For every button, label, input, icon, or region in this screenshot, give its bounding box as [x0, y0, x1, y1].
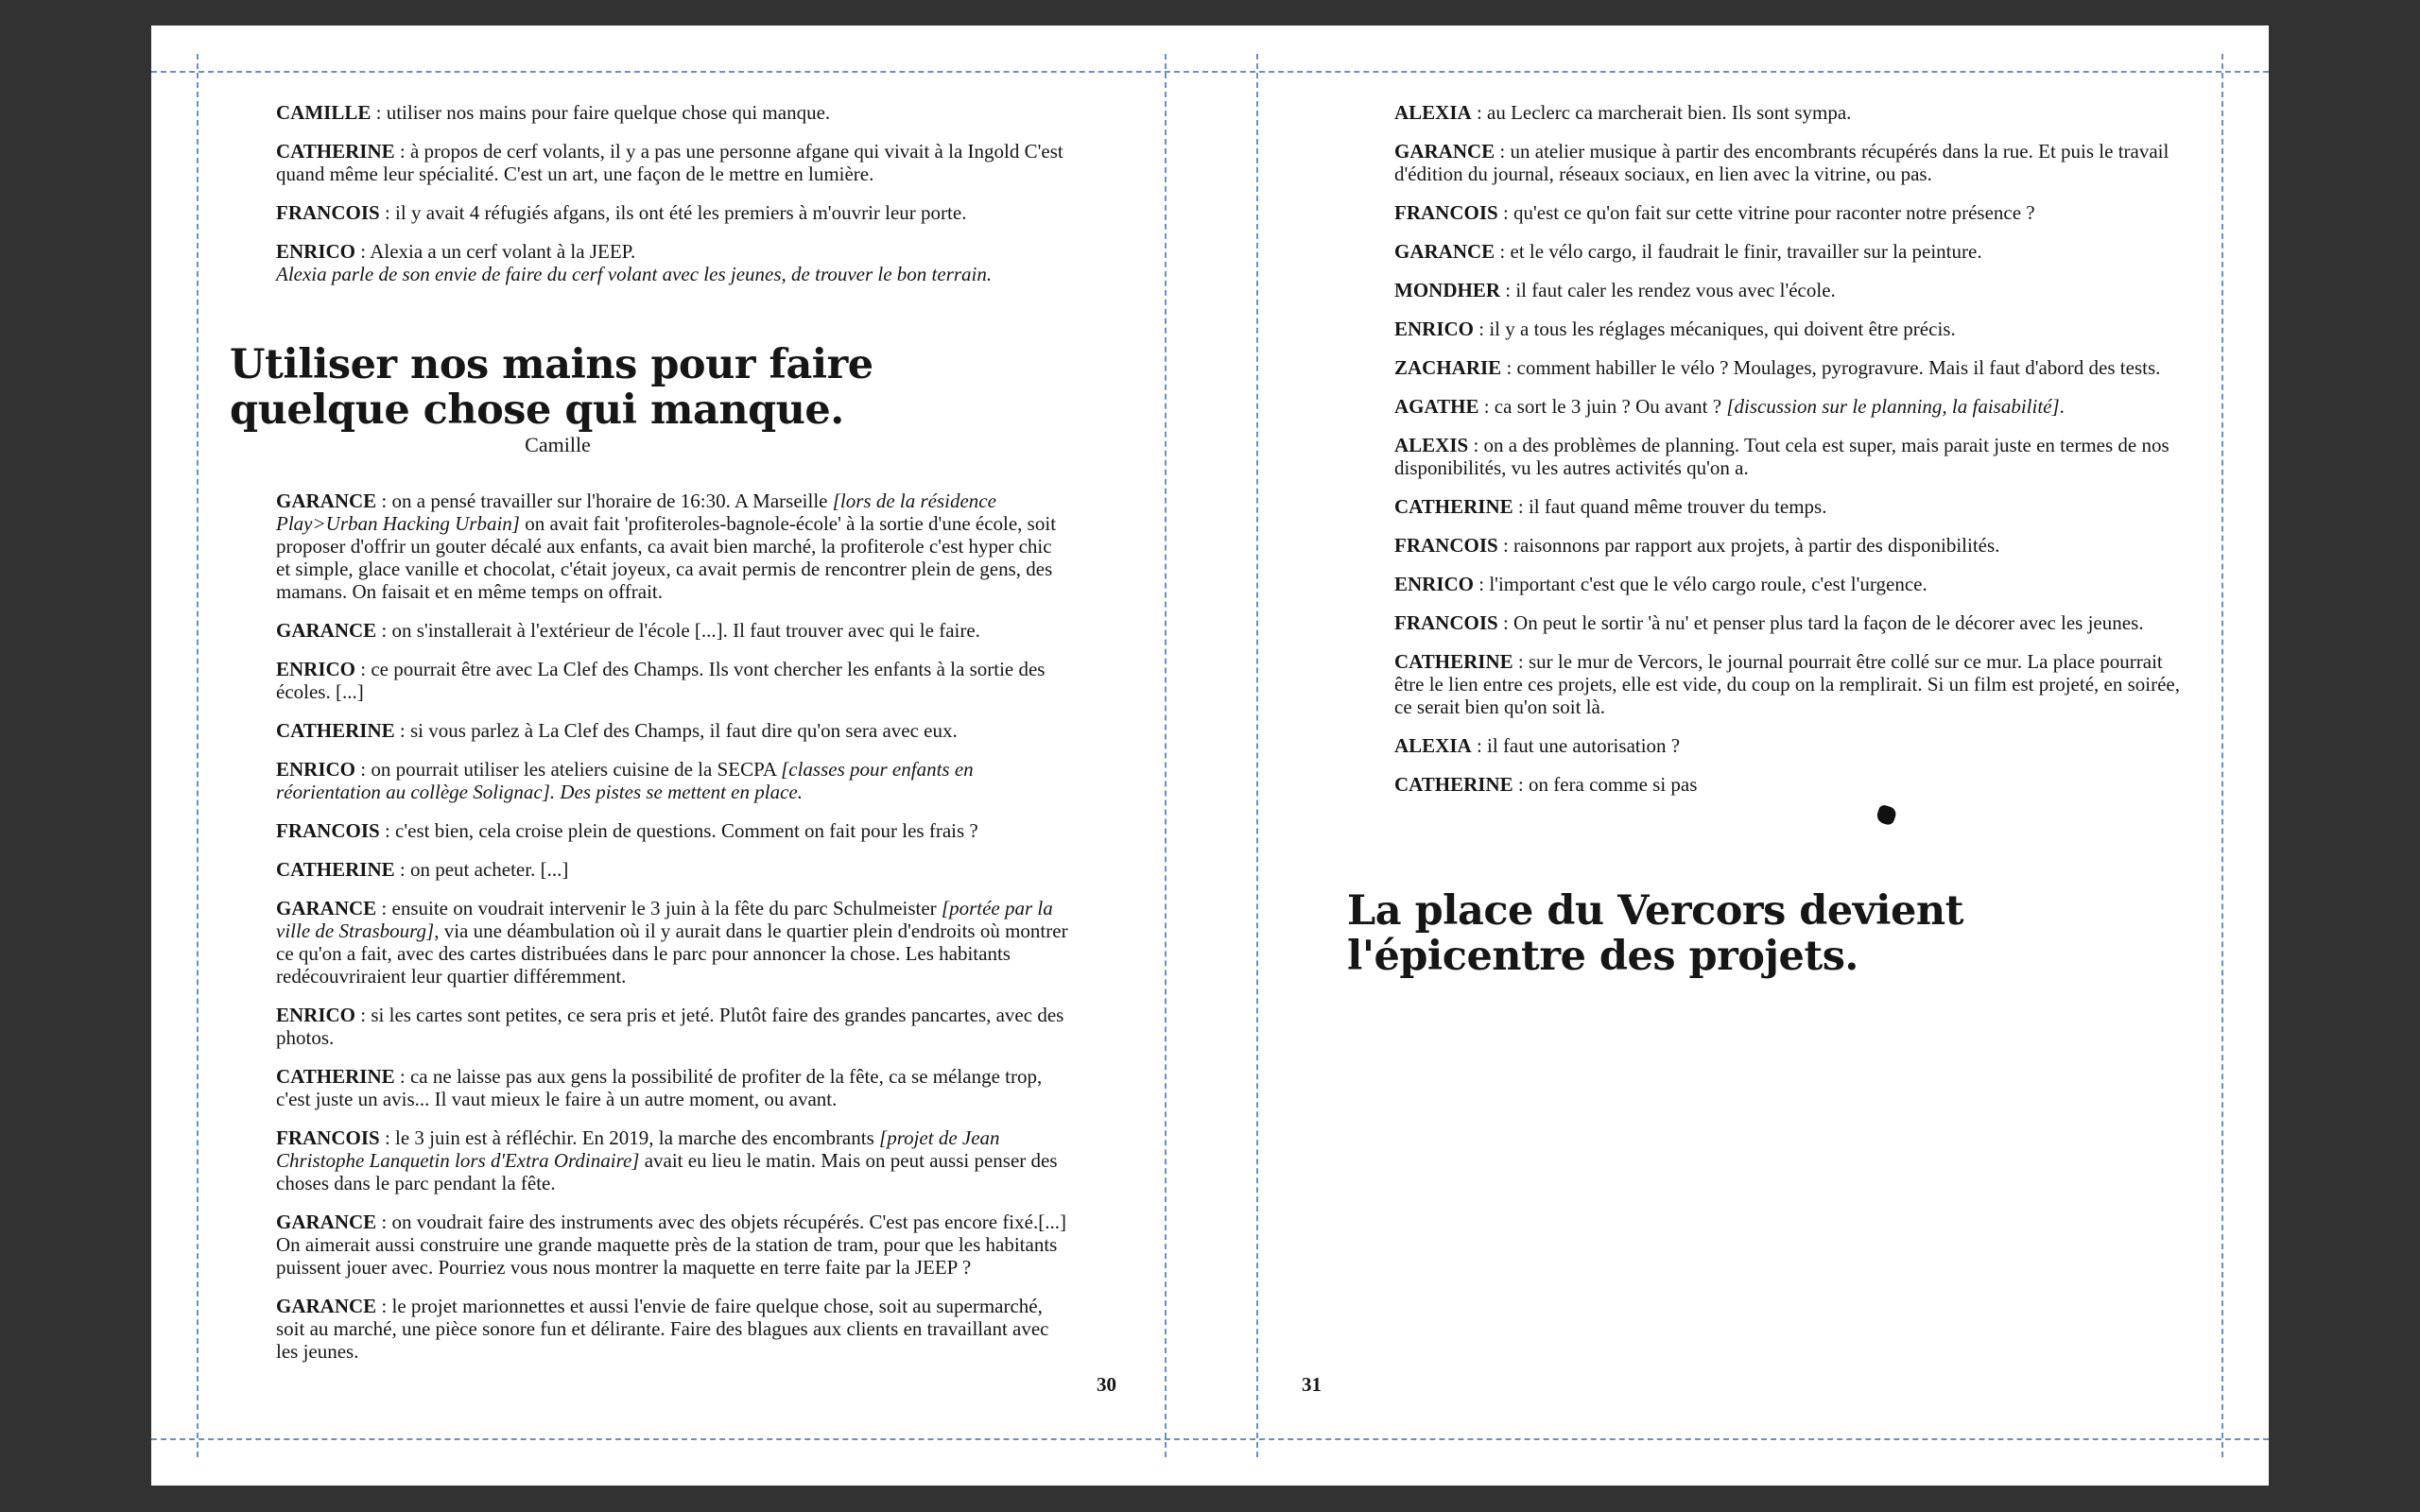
speech-text: : ca ne laisse pas aux gens la possibilité de profiter de la fête, ca se mélange trop, c'est juste un avis... Il vaut mieux le faire à un autre moment, ou avant.: [276, 1065, 1043, 1110]
speech-text: : il faut quand même trouver du temps.: [1512, 495, 1827, 518]
dialogue-entry: [1394, 650, 2188, 718]
speech-text: : il faut caler les rendez vous avec l'école.: [1500, 279, 1836, 301]
dialogue-entry: [1394, 240, 2188, 263]
page-number-left: 30: [1097, 1373, 1116, 1396]
speech-text: : c'est bien, cela croise plein de questions. Comment on fait pour les frais ?: [379, 819, 978, 842]
left-intro-dialogue: [276, 101, 1221, 285]
speech-text: : si les cartes sont petites, ce sera pris et jeté. Plutôt faire des grandes pancartes, avec des photos.: [276, 1004, 1064, 1049]
speaker-name: ENRICO: [276, 758, 356, 781]
speaker-name: GARANCE: [276, 1295, 377, 1317]
speech-text: : sur le mur de Vercors, le journal pourrait être collé sur ce mur. La place pourrait être le lien entre ces projets, elle est vide, du coup on la remplirait. Si un film est projeté, en soirée, ce serait bien qu'on soit là.: [1394, 650, 2180, 718]
speech-text: : à propos de cerf volants, il y a pas une personne afgane qui vivait à la Ingold C'est quand même leur spécialité. C'est un art, une façon de le mettre en lumière.: [276, 140, 1063, 185]
speech-text: : utiliser nos mains pour faire quelque chose qui manque.: [371, 101, 831, 124]
right-title-line2: l'épicentre des projets.: [1347, 933, 1858, 980]
right-page: [1260, 26, 2269, 1486]
speech-text: : et le vélo cargo, il faudrait le finir, travailler sur la peinture.: [1495, 240, 1982, 263]
speech-text: : qu'est ce qu'on fait sur cette vitrine pour raconter notre présence ?: [1497, 201, 2035, 224]
dialogue-entry: [1394, 573, 2188, 595]
speaker-name: FRANCOIS: [276, 819, 380, 842]
speech-text: : ensuite on voudrait intervenir le 3 juin à la fête du parc Schulmeister: [376, 897, 942, 919]
speech-text: : on peut acheter. [...]: [394, 858, 569, 881]
speech-text: : le 3 juin est à réfléchir. En 2019, la marche des encombrants: [379, 1126, 880, 1149]
left-page-title: [230, 342, 873, 433]
guide-right-inner: [1256, 54, 1258, 1457]
speaker-name: ALEXIS: [1394, 434, 1469, 456]
speech-text: : si vous parlez à La Clef des Champs, il faut dire qu'on sera avec eux.: [394, 719, 958, 742]
stage-note: [projet de Jean Christophe Lanquetin lors d'Extra Ordinaire]: [276, 1126, 1000, 1172]
speaker-name: ENRICO: [1394, 318, 1475, 340]
speaker-name: ALEXIA: [1394, 101, 1472, 124]
page-number-right: 31: [1302, 1373, 1322, 1396]
left-title-line1: Utiliser nos mains pour faire: [230, 341, 873, 388]
speech-text: : on a pensé travailler sur l'horaire de 16:30. A Marseille: [376, 490, 833, 512]
speaker-name: CATHERINE: [276, 719, 395, 742]
dialogue-entry: [276, 758, 1070, 803]
dialogue-entry: [276, 1004, 1070, 1049]
speaker-name: CATHERINE: [1394, 773, 1513, 796]
speech-text-continued: on avait fait 'profiteroles-bagnole-école' à la sortie d'une école, soit proposer d'offrir un gouter décalé aux enfants, ca avait bien marché, la profiterole c'est hyper chic et simple, glace vanille et chocolat, c'était joyeux, ca avait permis de rencontrer plein de gens, des mamans. On faisait et en même temps on offrait.: [276, 512, 1057, 603]
dialogue-entry: [276, 819, 1070, 842]
speech-text: : au Leclerc ca marcherait bien. Ils sont sympa.: [1471, 101, 1852, 124]
stage-note: [discussion sur le planning, la faisabilité]: [1726, 395, 2060, 418]
stage-note: [lors de la résidence Play>Urban Hacking Urbain]: [276, 490, 996, 535]
speech-text: : un atelier musique à partir des encombrants récupérés dans la rue. Et puis le travail d'édition du journal, réseaux sociaux, en lien avec la vitrine, ou pas.: [1394, 140, 2169, 185]
speech-text: : il faut une autorisation ?: [1471, 734, 1681, 757]
speaker-name: ENRICO: [276, 240, 356, 263]
dialogue-entry: [1394, 773, 2188, 796]
dialogue-entry: [276, 858, 1070, 881]
speaker-name: ENRICO: [1394, 573, 1475, 595]
stage-note: Alexia parle de son envie de faire du cerf volant avec les jeunes, de trouver le bon terrain.: [276, 263, 993, 285]
speaker-name: CATHERINE: [276, 1065, 395, 1088]
speaker-name: GARANCE: [1394, 240, 1495, 263]
right-main-dialogue: [1394, 101, 2188, 796]
speech-text: : ca sort le 3 juin ? Ou avant ?: [1478, 395, 1727, 418]
left-main-dialogue: [276, 490, 1070, 1363]
speaker-name: FRANCOIS: [276, 1126, 380, 1149]
dialogue-entry: [1394, 101, 2188, 124]
dialogue-entry: [1394, 434, 2188, 479]
stage-note: [classes pour enfants en réorientation au collège Solignac]. Des pistes se mettent en place.: [276, 758, 974, 803]
speech-text: : Alexia a un cerf volant à la JEEP.: [355, 240, 636, 263]
speaker-name: GARANCE: [1394, 140, 1495, 163]
speech-text: : comment habiller le vélo ? Moulages, pyrogravure. Mais il faut d'abord des tests.: [1501, 356, 2161, 379]
dialogue-entry: [1394, 611, 2188, 634]
speech-text: : l'important c'est que le vélo cargo roule, c'est l'urgence.: [1474, 573, 1927, 595]
speech-text: : on s'installerait à l'extérieur de l'école [...]. Il faut trouver avec qui le faire.: [376, 619, 980, 642]
dialogue-entry: [1394, 318, 2188, 340]
dialogue-entry: [276, 101, 1221, 124]
dialogue-entry: [276, 1295, 1070, 1363]
dialogue-entry: [1394, 534, 2188, 557]
document-spread: [151, 26, 2269, 1486]
speaker-name: CATHERINE: [276, 858, 395, 881]
speaker-name: FRANCOIS: [276, 201, 380, 224]
speaker-name: ENRICO: [276, 658, 356, 680]
speech-text: : le projet marionnettes et aussi l'envie de faire quelque chose, soit au supermarché, soit au marché, une pièce sonore fun et délirante. Faire des blagues aux clients en travaillant avec les jeunes.: [276, 1295, 1049, 1363]
speech-text: : on pourrait utiliser les ateliers cuisine de la SECPA: [355, 758, 782, 781]
ink-blot-mark: [1876, 804, 1898, 827]
speaker-name: FRANCOIS: [1394, 201, 1498, 224]
speaker-name: CATHERINE: [1394, 495, 1513, 518]
dialogue-entry: [276, 140, 1070, 185]
dialogue-entry: [276, 897, 1070, 988]
dialogue-entry: [276, 1126, 1070, 1194]
speech-text: : il y a tous les réglages mécaniques, qui doivent être précis.: [1474, 318, 1956, 340]
dialogue-entry: [1394, 201, 2188, 224]
dialogue-entry: [276, 490, 1070, 603]
dialogue-entry: [276, 1211, 1070, 1279]
dialogue-entry: [276, 719, 1070, 742]
speaker-name: ZACHARIE: [1394, 356, 1502, 379]
speech-text: : il y avait 4 réfugiés afgans, ils ont été les premiers à m'ouvrir leur porte.: [379, 201, 967, 224]
speaker-name: MONDHER: [1394, 279, 1500, 301]
dialogue-entry: [1394, 495, 2188, 518]
speaker-name: AGATHE: [1394, 395, 1479, 418]
speaker-name: CATHERINE: [1394, 650, 1513, 673]
speech-text: : on voudrait faire des instruments avec des objets récupérés. C'est pas encore fixé.[...] On aimerait aussi construire une grande maquette près de la station de tram, pour que les habitants puissent jouer avec. Pourriez vous nous montrer la maquette en terre faite par la JEEP ?: [276, 1211, 1066, 1279]
dialogue-entry: [1394, 140, 2188, 185]
speech-text: : ce pourrait être avec La Clef des Champs. Ils vont chercher les enfants à la sortie des écoles. [...]: [276, 658, 1046, 703]
dialogue-entry: [276, 1065, 1070, 1110]
speaker-name: FRANCOIS: [1394, 611, 1498, 634]
dialogue-entry: [276, 201, 1127, 224]
speech-text: : on fera comme si pas: [1512, 773, 1698, 796]
dialogue-entry: [276, 619, 1070, 642]
dialogue-entry: [1394, 356, 2188, 379]
speaker-name: GARANCE: [276, 490, 377, 512]
dialogue-entry: [276, 240, 1127, 285]
dialogue-entry: [1394, 279, 2188, 301]
dialogue-entry: [276, 658, 1070, 703]
dialogue-entry: [1394, 395, 2188, 418]
speaker-name: GARANCE: [276, 619, 377, 642]
speaker-name: FRANCOIS: [1394, 534, 1498, 557]
speech-text: : on a des problèmes de planning. Tout cela est super, mais parait juste en termes de nos disponibilités, vu les autres activités qu'on a.: [1394, 434, 2169, 479]
speaker-name: CAMILLE: [276, 101, 372, 124]
speaker-name: CATHERINE: [276, 140, 395, 163]
left-title-byline: Camille: [525, 433, 591, 456]
right-page-title: [1347, 888, 1963, 979]
speech-text-continued: avait eu lieu le matin. Mais on peut aussi penser des choses dans le parc pendant la fête.: [276, 1149, 1058, 1194]
stage-note: [portée par la ville de Strasbourg]: [276, 897, 1053, 942]
speaker-name: ALEXIA: [1394, 734, 1472, 757]
left-page: [151, 26, 1166, 1486]
speech-text-continued: , via une déambulation où il y aurait dans le quartier plein d'endroits où montrer ce qu'on a fait, avec des cartes distribuées dans le parc pour annoncer la chose. Les habitants redécouvriraient leur quartier différemment.: [276, 919, 1068, 988]
left-title-line2: quelque chose qui manque.: [230, 387, 844, 434]
right-title-line1: La place du Vercors devient: [1347, 887, 1963, 935]
speech-text-continued: .: [2059, 395, 2065, 418]
speech-text: : On peut le sortir 'à nu' et penser plus tard la façon de le décorer avec les jeunes.: [1497, 611, 2144, 634]
dialogue-entry: [1394, 734, 2188, 757]
speaker-name: ENRICO: [276, 1004, 356, 1026]
speaker-name: GARANCE: [276, 1211, 377, 1233]
speaker-name: GARANCE: [276, 897, 377, 919]
speech-text: : raisonnons par rapport aux projets, à partir des disponibilités.: [1497, 534, 2000, 557]
